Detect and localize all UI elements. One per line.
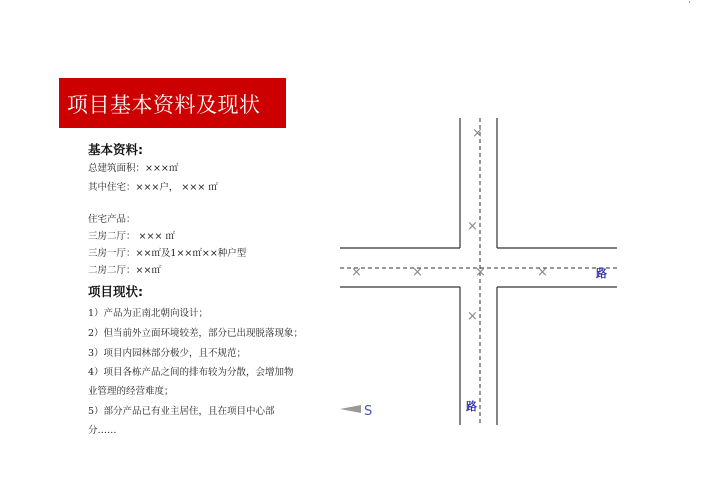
status-line: 2）但当前外立面环境较差，部分已出现脱落现象； [88,328,304,339]
status-line: 业管理的经营难度； [88,386,174,397]
x-marker: × [472,126,483,141]
basic-info-line: 三房一厅：××㎡及1××㎡××种户型 [88,248,247,259]
basic-info-line: 总建筑面积：×××㎡ [88,163,179,174]
basic-info-line: 住宅产品： [88,214,136,225]
compass-label: S [364,404,373,419]
corner-mark: ' [689,0,691,9]
status-line: 分…… [88,425,117,436]
status-heading: 项目现状: [88,284,143,299]
road-label-east: 路 [596,267,607,280]
status-line: 1）产品为正南北朝向设计； [88,308,209,319]
x-marker: × [467,309,478,324]
status-line: 3）项目内园林部分极少，且不规范； [88,348,247,359]
basic-info-line: 二房二厅：××㎡ [88,265,161,276]
compass-arrow-icon [340,405,361,413]
status-line: 5）部分产品已有业主居住，且在项目中心部 [88,406,275,417]
basic-info-line: 其中住宅：×××户， ××× ㎡ [88,182,218,193]
status-line: 4）项目各栋产品之间的排布较为分散，会增加物 [88,367,294,378]
basic-info-heading: 基本资料: [88,142,143,157]
x-marker: × [412,265,423,280]
road-label-south: 路 [466,400,477,413]
basic-info-line: 三房二厅： ××× ㎡ [88,231,175,242]
x-marker: × [467,219,478,234]
page-title: 项目基本资料及现状 [67,93,261,117]
x-marker: × [475,265,486,280]
x-marker: × [537,265,548,280]
x-marker: × [351,265,362,280]
